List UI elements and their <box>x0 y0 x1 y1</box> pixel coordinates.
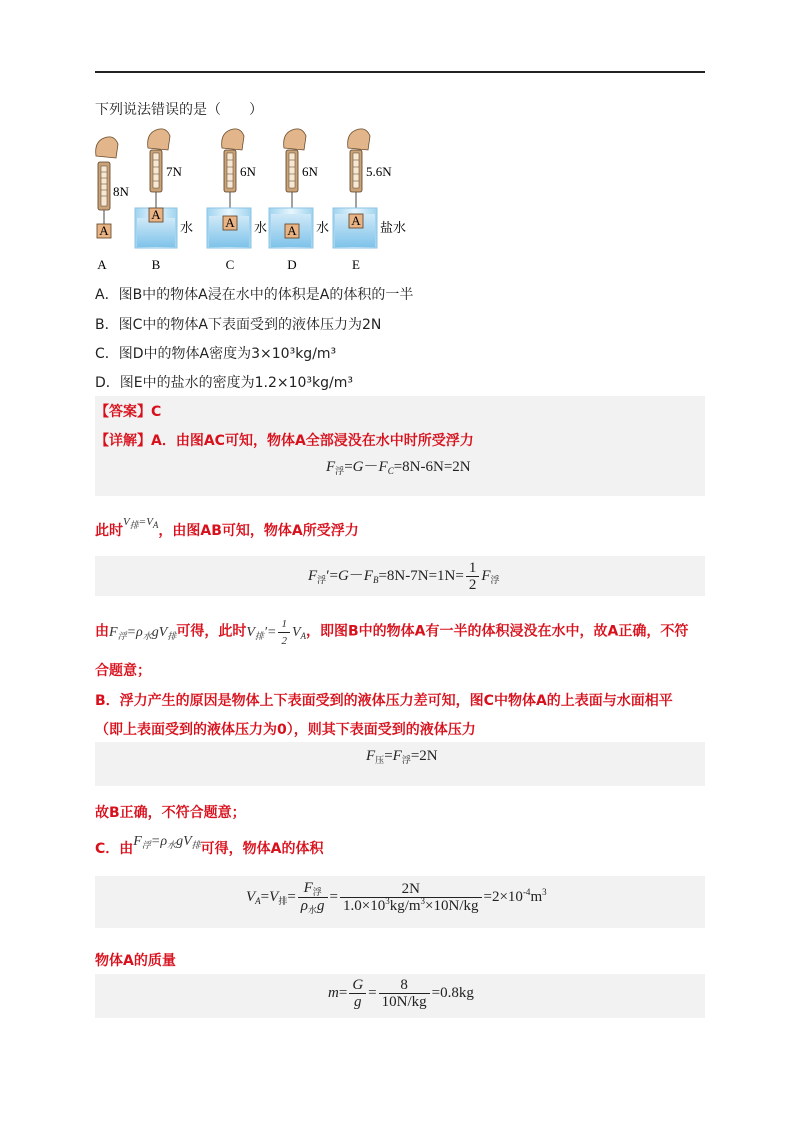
header-rule <box>95 71 705 73</box>
hand-icon <box>348 129 370 150</box>
option-c: C．图D中的物体A密度为3×10³kg/m³ <box>95 346 337 362</box>
svg-text:A: A <box>225 215 235 230</box>
option-a: A．图B中的物体A浸在水中的体积是A的体积的一半 <box>95 287 414 303</box>
label-c: C <box>225 257 235 272</box>
svg-text:A: A <box>287 223 297 238</box>
liquid-c: 水 <box>254 220 268 235</box>
liquid-d: 水 <box>316 220 330 235</box>
answer-tag: 【答案】 <box>95 404 151 420</box>
equation-5: m= $\frac{G}{g}$ = $\frac{8}{10N/kg}$ =0.8kg <box>328 977 474 1010</box>
reading-a: 8N <box>113 184 129 199</box>
answer-value: C <box>151 404 162 420</box>
reading-c: 6N <box>240 164 256 179</box>
equation-1: $F_浮=G-F_C=8N-6N=2N$ <box>326 459 471 476</box>
panel-a <box>96 137 130 272</box>
equation-3: $F_压=F_浮=2N$ <box>366 748 438 765</box>
equation-4: $V_A=V_排=$ $\frac{F_浮}{\rho_水g}$ = $\frac{2N}{1.0\times 10^3kg/m^3\times 10N/kg}$ $=2\times 10^{-4}m^3$ <box>246 880 547 915</box>
detail-tag: 【详解】 <box>95 433 151 449</box>
detail-line-2: 此时$^{V_排=V_A}$，由图AB可知，物体A所受浮力 <box>95 516 359 539</box>
hand-icon <box>148 129 170 150</box>
detail-line-6: （即上表面受到的液体压力为0），则其下表面受到的液体压力 <box>95 722 476 738</box>
panel-c <box>207 129 267 272</box>
liquid-e: 盐水 <box>380 220 407 235</box>
detail-line-3: 由$F_浮=\rho_水gV_排$可得，此时$V_排'=$ $\frac{1}{2}$ $V_A$，即图B中的物体A有一半的体积浸没在水中，故A正确，不符 <box>95 618 689 647</box>
detail-text-1: A．由图AC可知，物体A全部浸没在水中时所受浮力 <box>151 433 474 449</box>
svg-text:A: A <box>151 207 161 222</box>
hand-icon <box>222 129 244 150</box>
detail-line-4: 合题意； <box>95 663 151 679</box>
option-d: D．图E中的盐水的密度为1.2×10³kg/m³ <box>95 375 354 391</box>
hand-icon <box>284 129 306 150</box>
panel-b <box>135 129 193 272</box>
detail-line-8: C．由$F_浮=\rho_水gV_排$可得，物体A的体积 <box>95 834 324 857</box>
hand-icon <box>96 137 118 158</box>
equation-2: $F_浮'=G-F_B=8N-7N=1N=$ $\frac{1}{2}$ $F_浮$ <box>308 560 500 593</box>
svg-text:A: A <box>99 223 109 238</box>
label-d: D <box>287 257 297 272</box>
reading-b: 7N <box>166 164 182 179</box>
svg-text:A: A <box>351 213 361 228</box>
label-e: E <box>352 257 360 272</box>
question-stem: 下列说法错误的是（ ） <box>95 102 263 118</box>
label-b: B <box>151 257 161 272</box>
label-a: A <box>97 257 107 272</box>
detail-line-9: 物体A的质量 <box>95 953 176 969</box>
panel-d <box>269 129 329 272</box>
panel-e <box>333 129 406 272</box>
spring-scale-figure <box>90 128 420 276</box>
liquid-b: 水 <box>180 220 194 235</box>
detail-line-5: B．浮力产生的原因是物体上下表面受到的液体压力差可知，图C中物体A的上表面与水面相平 <box>95 693 673 709</box>
reading-d: 6N <box>302 164 318 179</box>
detail-line-1 <box>95 430 474 450</box>
reading-e: 5.6N <box>366 164 392 179</box>
detail-line-7: 故B正确，不符合题意； <box>95 805 246 821</box>
option-b: B．图C中的物体A下表面受到的液体压力为2N <box>95 317 382 333</box>
answer-line <box>95 401 161 421</box>
